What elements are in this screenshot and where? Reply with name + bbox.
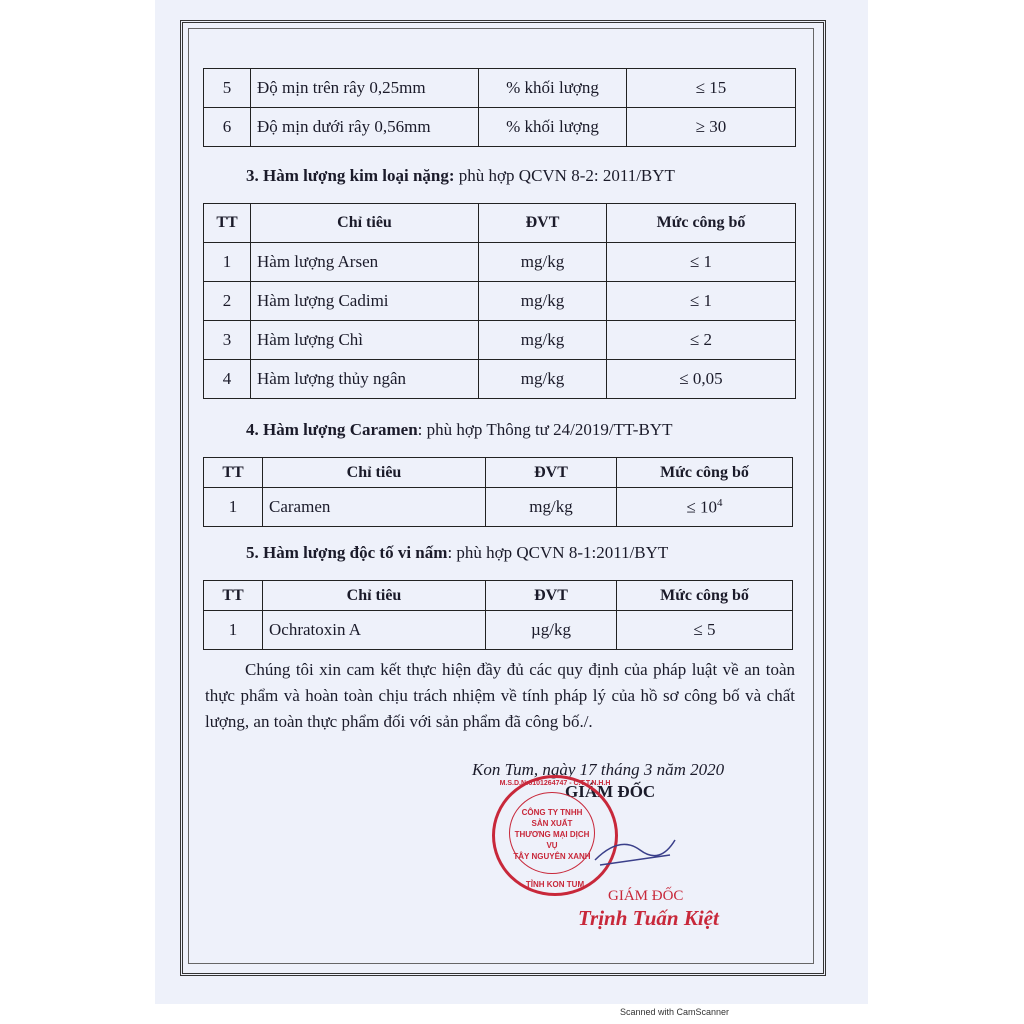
table-row: 3 Hàm lượng Chì mg/kg ≤ 2 [204,321,796,360]
table-row: 6 Độ mịn dưới rây 0,56mm % khối lượng ≥ 30 [204,108,796,147]
table-row: 5 Độ mịn trên rây 0,25mm % khối lượng ≤ 15 [204,69,796,108]
section4-heading: 4. Hàm lượng Caramen: phù hợp Thông tư 24/2019/TT-BYT [246,420,673,439]
signer-name: Trịnh Tuấn Kiệt [578,906,719,930]
company-stamp: M.S.D.N:6101264747 - C.T.T.N.H.H CÔNG TY TNHH SẢN XUẤT THƯƠNG MẠI DỊCH VỤ TÂY NGUYÊN XANH TỈNH KON TUM [492,775,618,896]
section5-heading: 5. Hàm lượng độc tố vi nấm: phù hợp QCVN 8-1:2011/BYT [246,543,669,562]
scanner-footer: Scanned with CamScanner [620,1007,730,1017]
table-row: 2 Hàm lượng Cadimi mg/kg ≤ 1 [204,282,796,321]
caramen-table: TT Chỉ tiêu ĐVT Mức công bố 1 Caramen mg/kg ≤ $10^4$ [203,457,793,527]
table-row: 1 Hàm lượng Arsen mg/kg ≤ 1 [204,243,796,282]
signer-title: GIÁM ĐỐC [565,782,656,801]
stamp-title: GIÁM ĐỐC [608,888,684,904]
date-line: Kon Tum, ngày 17 tháng 3 năm 2020 [472,760,725,779]
signature [590,830,680,870]
table-row: 4 Hàm lượng thủy ngân mg/kg ≤ 0,05 [204,360,796,399]
table-row: 1 Ochratoxin A µg/kg ≤ 5 [204,611,793,650]
mycotoxin-table: TT Chỉ tiêu ĐVT Mức công bố 1 Ochratoxin A µg/kg ≤ 5 [203,580,793,650]
section3-heading: 3. Hàm lượng kim loại nặng: phù hợp QCVN 8-2: 2011/BYT [246,166,675,185]
fineness-table [203,68,796,147]
commitment-paragraph: Chúng tôi xin cam kết thực hiện đầy đủ các quy định của pháp luật về an toàn thực phẩm và hoàn toàn chịu trách nhiệm về tính pháp lý của hồ sơ công bố và chất lượng, an toàn thực phẩm đối với sản phẩm đã công bố./. [205,660,795,731]
heavy-metal-table: TT Chỉ tiêu ĐVT Mức công bố 1 Hàm lượng Arsen mg/kg ≤ 1 2 Hàm lượng Cadimi mg/kg ≤ 1 3 Hàm lượng Chì mg/kg ≤ 2 4 Hàm lượng thủy ngân mg/kg ≤ 0,05 [203,203,796,399]
table-row: 1 Caramen mg/kg ≤ $10^4$ [204,488,793,527]
